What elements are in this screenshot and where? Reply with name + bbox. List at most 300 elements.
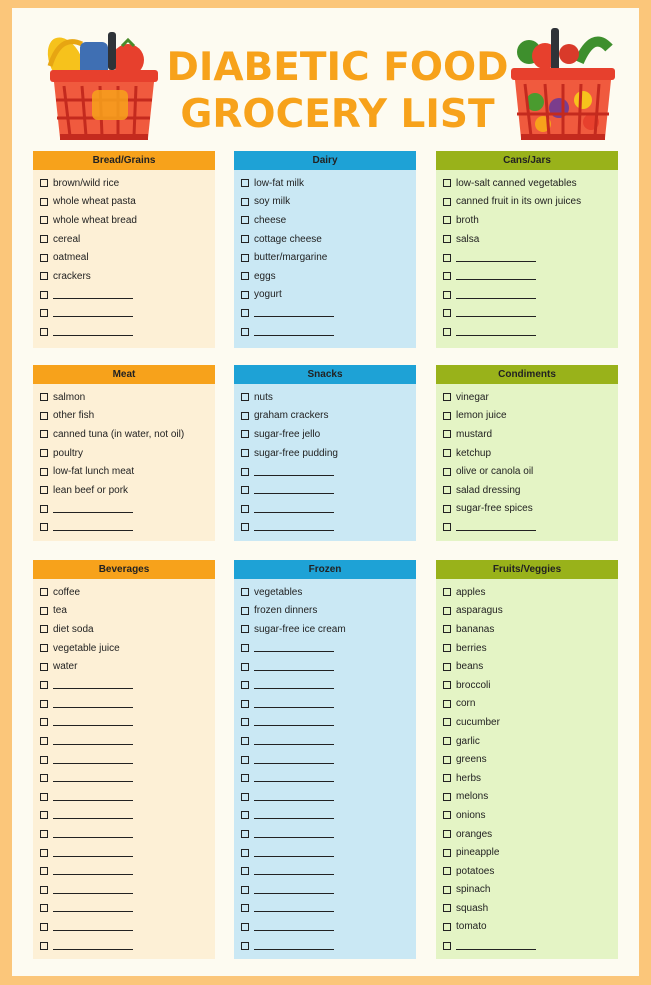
item-label: squash (456, 902, 489, 914)
list-item (33, 462, 215, 481)
checkbox[interactable] (443, 198, 451, 206)
checkbox[interactable] (40, 737, 48, 745)
checkbox[interactable] (443, 486, 451, 494)
list-item (33, 657, 215, 676)
blank-entry-line[interactable] (254, 793, 334, 801)
checkbox[interactable] (443, 867, 451, 875)
checkbox[interactable] (241, 904, 249, 912)
section-list (234, 170, 416, 348)
item-label: lemon juice (456, 410, 507, 422)
item-label: garlic (456, 735, 480, 747)
checkbox[interactable] (443, 393, 451, 401)
blank-entry-line[interactable] (53, 830, 133, 838)
list-item (436, 444, 618, 463)
item-label: vegetable juice (53, 642, 120, 654)
checkbox[interactable] (40, 254, 48, 262)
checkbox[interactable] (241, 309, 249, 317)
blank-entry-line[interactable] (53, 700, 133, 708)
list-item (234, 713, 416, 732)
list-item (436, 267, 618, 286)
item-label: oatmeal (53, 252, 89, 264)
item-label: broth (456, 214, 479, 226)
item-label: salmon (53, 391, 86, 403)
checkbox[interactable] (40, 923, 48, 931)
list-item (436, 750, 618, 769)
list-item (33, 918, 215, 937)
checkbox[interactable] (443, 430, 451, 438)
list-item (234, 843, 416, 862)
checkbox[interactable] (241, 235, 249, 243)
checkbox[interactable] (443, 607, 451, 615)
section-beverages (33, 560, 215, 959)
checkbox[interactable] (241, 886, 249, 894)
checkbox[interactable] (443, 588, 451, 596)
item-label: nuts (254, 391, 273, 403)
checkbox[interactable] (241, 412, 249, 420)
checkbox[interactable] (40, 486, 48, 494)
list-item (234, 732, 416, 751)
item-label: salsa (456, 233, 480, 245)
section-list (33, 170, 215, 348)
list-item (436, 304, 618, 323)
blank-entry-line[interactable] (254, 644, 334, 652)
blank-entry-line[interactable] (53, 737, 133, 745)
item-label: asparagus (456, 605, 503, 617)
checkbox[interactable] (443, 505, 451, 513)
list-item (436, 174, 618, 193)
blank-entry-line[interactable] (456, 309, 536, 317)
list-item (33, 862, 215, 881)
list-item (436, 286, 618, 305)
blank-entry-line[interactable] (53, 718, 133, 726)
checkbox[interactable] (40, 430, 48, 438)
checkbox[interactable] (241, 216, 249, 224)
blank-entry-line[interactable] (254, 309, 334, 317)
list-item (33, 267, 215, 286)
item-label: cucumber (456, 716, 500, 728)
list-item (436, 248, 618, 267)
checkbox[interactable] (241, 523, 249, 531)
item-label: other fish (53, 410, 95, 422)
item-label: low-fat lunch meat (53, 466, 135, 478)
checkbox[interactable] (40, 904, 48, 912)
blank-entry-line[interactable] (53, 793, 133, 801)
list-item (33, 936, 215, 955)
list-item (33, 248, 215, 267)
checkbox[interactable] (241, 468, 249, 476)
item-label: vegetables (254, 586, 303, 598)
checkbox[interactable] (40, 505, 48, 513)
item-label: spinach (456, 884, 491, 896)
list-item (436, 806, 618, 825)
checkbox[interactable] (241, 486, 249, 494)
item-label: whole wheat bread (53, 214, 137, 226)
checkbox[interactable] (40, 309, 48, 317)
checkbox[interactable] (40, 328, 48, 336)
checkbox[interactable] (443, 849, 451, 857)
list-item (33, 676, 215, 695)
checkbox[interactable] (443, 886, 451, 894)
blank-entry-line[interactable] (53, 811, 133, 819)
list-item (234, 174, 416, 193)
list-item (436, 732, 618, 751)
checkbox[interactable] (241, 849, 249, 857)
item-label: salad dressing (456, 484, 521, 496)
blank-entry-line[interactable] (254, 328, 334, 336)
item-label: melons (456, 791, 489, 803)
checkbox[interactable] (241, 681, 249, 689)
checkbox[interactable] (241, 449, 249, 457)
checkbox[interactable] (40, 867, 48, 875)
checkbox[interactable] (443, 235, 451, 243)
checkbox[interactable] (443, 291, 451, 299)
list-item (33, 695, 215, 714)
checkbox[interactable] (443, 942, 451, 950)
list-item (33, 750, 215, 769)
item-label: pineapple (456, 847, 500, 859)
checkbox[interactable] (241, 625, 249, 633)
list-item (234, 899, 416, 918)
item-label: herbs (456, 772, 482, 784)
list-item (234, 769, 416, 788)
list-item (33, 174, 215, 193)
blank-entry-line[interactable] (456, 942, 536, 950)
blank-entry-line[interactable] (254, 886, 334, 894)
list-item (33, 881, 215, 900)
checkbox[interactable] (241, 663, 249, 671)
blank-entry-line[interactable] (53, 904, 133, 912)
checkbox[interactable] (241, 923, 249, 931)
list-item (234, 657, 416, 676)
list-item (436, 323, 618, 342)
checkbox[interactable] (241, 737, 249, 745)
list-item (436, 843, 618, 862)
checkbox[interactable] (443, 644, 451, 652)
blank-entry-line[interactable] (53, 309, 133, 317)
item-label: low-fat milk (254, 177, 305, 189)
list-item (436, 388, 618, 407)
section-list (436, 384, 618, 541)
section-header: Dairy (234, 151, 416, 170)
blank-entry-line[interactable] (254, 468, 334, 476)
item-label: brown/wild rice (53, 177, 120, 189)
checkbox[interactable] (443, 523, 451, 531)
checkbox[interactable] (241, 254, 249, 262)
item-label: eggs (254, 270, 276, 282)
list-item (234, 407, 416, 426)
checkbox[interactable] (40, 886, 48, 894)
list-item (234, 620, 416, 639)
list-item (234, 304, 416, 323)
list-item (436, 639, 618, 658)
blank-entry-line[interactable] (254, 756, 334, 764)
blank-entry-line[interactable] (456, 291, 536, 299)
checkbox[interactable] (40, 700, 48, 708)
blank-entry-line[interactable] (254, 830, 334, 838)
item-label: canned tuna (in water, not oil) (53, 428, 185, 440)
item-label: vinegar (456, 391, 489, 403)
list-item (436, 825, 618, 844)
blank-entry-line[interactable] (53, 886, 133, 894)
checkbox[interactable] (443, 830, 451, 838)
blank-entry-line[interactable] (254, 942, 334, 950)
checkbox[interactable] (40, 663, 48, 671)
list-item (33, 639, 215, 658)
blank-entry-line[interactable] (53, 867, 133, 875)
checkbox[interactable] (241, 718, 249, 726)
list-item (33, 500, 215, 519)
item-label: diet soda (53, 623, 94, 635)
checkbox[interactable] (40, 811, 48, 819)
checkbox[interactable] (443, 737, 451, 745)
list-item (436, 657, 618, 676)
checkbox[interactable] (443, 468, 451, 476)
item-label: cereal (53, 233, 81, 245)
list-item (234, 462, 416, 481)
checkbox[interactable] (40, 588, 48, 596)
blank-entry-line[interactable] (254, 867, 334, 875)
checkbox[interactable] (40, 830, 48, 838)
list-item (234, 750, 416, 769)
list-item (234, 500, 416, 519)
item-label: coffee (53, 586, 81, 598)
checkbox[interactable] (443, 811, 451, 819)
checkbox[interactable] (40, 449, 48, 457)
blank-entry-line[interactable] (53, 756, 133, 764)
blank-entry-line[interactable] (53, 291, 133, 299)
blank-entry-line[interactable] (53, 505, 133, 513)
blank-entry-line[interactable] (53, 923, 133, 931)
checkbox[interactable] (443, 663, 451, 671)
blank-entry-line[interactable] (53, 523, 133, 531)
list-item (33, 286, 215, 305)
list-item (234, 518, 416, 537)
section-meat (33, 365, 215, 541)
list-item (234, 602, 416, 621)
item-label: apples (456, 586, 486, 598)
list-item (436, 788, 618, 807)
checkbox[interactable] (443, 272, 451, 280)
list-item (436, 769, 618, 788)
checkbox[interactable] (241, 588, 249, 596)
checkbox[interactable] (443, 328, 451, 336)
checkbox[interactable] (40, 681, 48, 689)
checkbox[interactable] (40, 942, 48, 950)
list-item (436, 602, 618, 621)
checkbox[interactable] (443, 449, 451, 457)
list-item (436, 936, 618, 955)
checkbox[interactable] (241, 867, 249, 875)
item-label: sugar-free spices (456, 503, 533, 515)
item-label: sugar-free jello (254, 428, 321, 440)
checkbox[interactable] (241, 393, 249, 401)
checkbox[interactable] (241, 700, 249, 708)
blank-entry-line[interactable] (53, 774, 133, 782)
blank-entry-line[interactable] (254, 774, 334, 782)
blank-entry-line[interactable] (254, 681, 334, 689)
checkbox[interactable] (241, 328, 249, 336)
checkbox[interactable] (241, 198, 249, 206)
section-list (234, 384, 416, 541)
list-item (234, 676, 416, 695)
list-item (33, 323, 215, 342)
item-label: whole wheat pasta (53, 196, 136, 208)
checkbox[interactable] (40, 179, 48, 187)
blank-entry-line[interactable] (456, 272, 536, 280)
checkbox[interactable] (443, 718, 451, 726)
checkbox[interactable] (443, 774, 451, 782)
blank-entry-line[interactable] (254, 923, 334, 931)
checkbox[interactable] (40, 393, 48, 401)
list-item (436, 193, 618, 212)
checkbox[interactable] (443, 216, 451, 224)
list-item (436, 407, 618, 426)
section-header: Bread/Grains (33, 151, 215, 170)
list-item (436, 620, 618, 639)
checkbox[interactable] (241, 607, 249, 615)
checkbox[interactable] (241, 644, 249, 652)
blank-entry-line[interactable] (456, 254, 536, 262)
blank-entry-line[interactable] (254, 505, 334, 513)
item-label: broccoli (456, 679, 491, 691)
blank-entry-line[interactable] (456, 328, 536, 336)
checkbox[interactable] (241, 505, 249, 513)
section-list (234, 579, 416, 959)
checkbox[interactable] (40, 774, 48, 782)
checkbox[interactable] (443, 793, 451, 801)
vegetable-basket-icon (499, 28, 627, 142)
list-item (33, 602, 215, 621)
list-item (234, 211, 416, 230)
checkbox[interactable] (443, 179, 451, 187)
checkbox[interactable] (40, 849, 48, 857)
list-item (234, 639, 416, 658)
list-item (33, 769, 215, 788)
checkbox[interactable] (40, 412, 48, 420)
blank-entry-line[interactable] (254, 849, 334, 857)
list-item (436, 918, 618, 937)
list-item (33, 388, 215, 407)
checkbox[interactable] (40, 272, 48, 280)
section-bread-grains (33, 151, 215, 348)
checkbox[interactable] (241, 942, 249, 950)
section-snacks (234, 365, 416, 541)
list-item (234, 230, 416, 249)
section-header: Cans/Jars (436, 151, 618, 170)
item-label: sugar-free pudding (254, 447, 338, 459)
checkbox[interactable] (443, 309, 451, 317)
checkbox[interactable] (241, 793, 249, 801)
section-header: Fruits/Veggies (436, 560, 618, 579)
checkbox[interactable] (241, 291, 249, 299)
section-list (33, 384, 215, 541)
checkbox[interactable] (241, 179, 249, 187)
checkbox[interactable] (443, 254, 451, 262)
blank-entry-line[interactable] (254, 523, 334, 531)
list-item (33, 806, 215, 825)
item-label: low-salt canned vegetables (456, 177, 577, 189)
checkbox[interactable] (241, 811, 249, 819)
blank-entry-line[interactable] (254, 811, 334, 819)
checkbox[interactable] (40, 756, 48, 764)
checkbox[interactable] (443, 923, 451, 931)
checkbox[interactable] (40, 644, 48, 652)
blank-entry-line[interactable] (254, 737, 334, 745)
checkbox[interactable] (40, 235, 48, 243)
checkbox[interactable] (443, 681, 451, 689)
checkbox[interactable] (443, 904, 451, 912)
item-label: lean beef or pork (53, 484, 129, 496)
checkbox[interactable] (40, 291, 48, 299)
section-fruits-veggies (436, 560, 618, 959)
section-list (436, 170, 618, 348)
checkbox[interactable] (40, 198, 48, 206)
list-item (33, 713, 215, 732)
checkbox[interactable] (40, 625, 48, 633)
list-item (33, 518, 215, 537)
checkbox[interactable] (443, 700, 451, 708)
list-item (33, 230, 215, 249)
checkbox[interactable] (40, 523, 48, 531)
list-item (436, 899, 618, 918)
list-item (234, 695, 416, 714)
list-item (33, 732, 215, 751)
list-item (33, 843, 215, 862)
item-label: tomato (456, 921, 487, 933)
list-item (436, 676, 618, 695)
checkbox[interactable] (443, 756, 451, 764)
list-item (33, 211, 215, 230)
blank-entry-line[interactable] (456, 523, 536, 531)
list-item (33, 583, 215, 602)
blank-entry-line[interactable] (254, 663, 334, 671)
blank-entry-line[interactable] (254, 904, 334, 912)
blank-entry-line[interactable] (254, 700, 334, 708)
checkbox[interactable] (443, 412, 451, 420)
checkbox[interactable] (40, 607, 48, 615)
item-label: poultry (53, 447, 84, 459)
page-title: DIABETIC FOOD GROCERY LIST (166, 45, 509, 137)
checkbox[interactable] (241, 430, 249, 438)
blank-entry-line[interactable] (53, 942, 133, 950)
checkbox[interactable] (241, 774, 249, 782)
checkbox[interactable] (40, 793, 48, 801)
blank-entry-line[interactable] (53, 681, 133, 689)
item-label: corn (456, 698, 476, 710)
section-header: Frozen (234, 560, 416, 579)
item-label: oranges (456, 828, 493, 840)
list-item (33, 620, 215, 639)
checkbox[interactable] (241, 756, 249, 764)
blank-entry-line[interactable] (254, 486, 334, 494)
checkbox[interactable] (40, 216, 48, 224)
blank-entry-line[interactable] (53, 328, 133, 336)
blank-entry-line[interactable] (254, 718, 334, 726)
grocery-basket-icon (36, 26, 170, 142)
section-header: Snacks (234, 365, 416, 384)
list-item (436, 713, 618, 732)
checkbox[interactable] (443, 625, 451, 633)
checkbox[interactable] (40, 468, 48, 476)
section-condiments (436, 365, 618, 541)
item-label: olive or canola oil (456, 466, 534, 478)
checkbox[interactable] (241, 830, 249, 838)
list-item (33, 444, 215, 463)
checkbox[interactable] (40, 718, 48, 726)
item-label: tea (53, 605, 67, 617)
blank-entry-line[interactable] (53, 849, 133, 857)
checkbox[interactable] (241, 272, 249, 280)
